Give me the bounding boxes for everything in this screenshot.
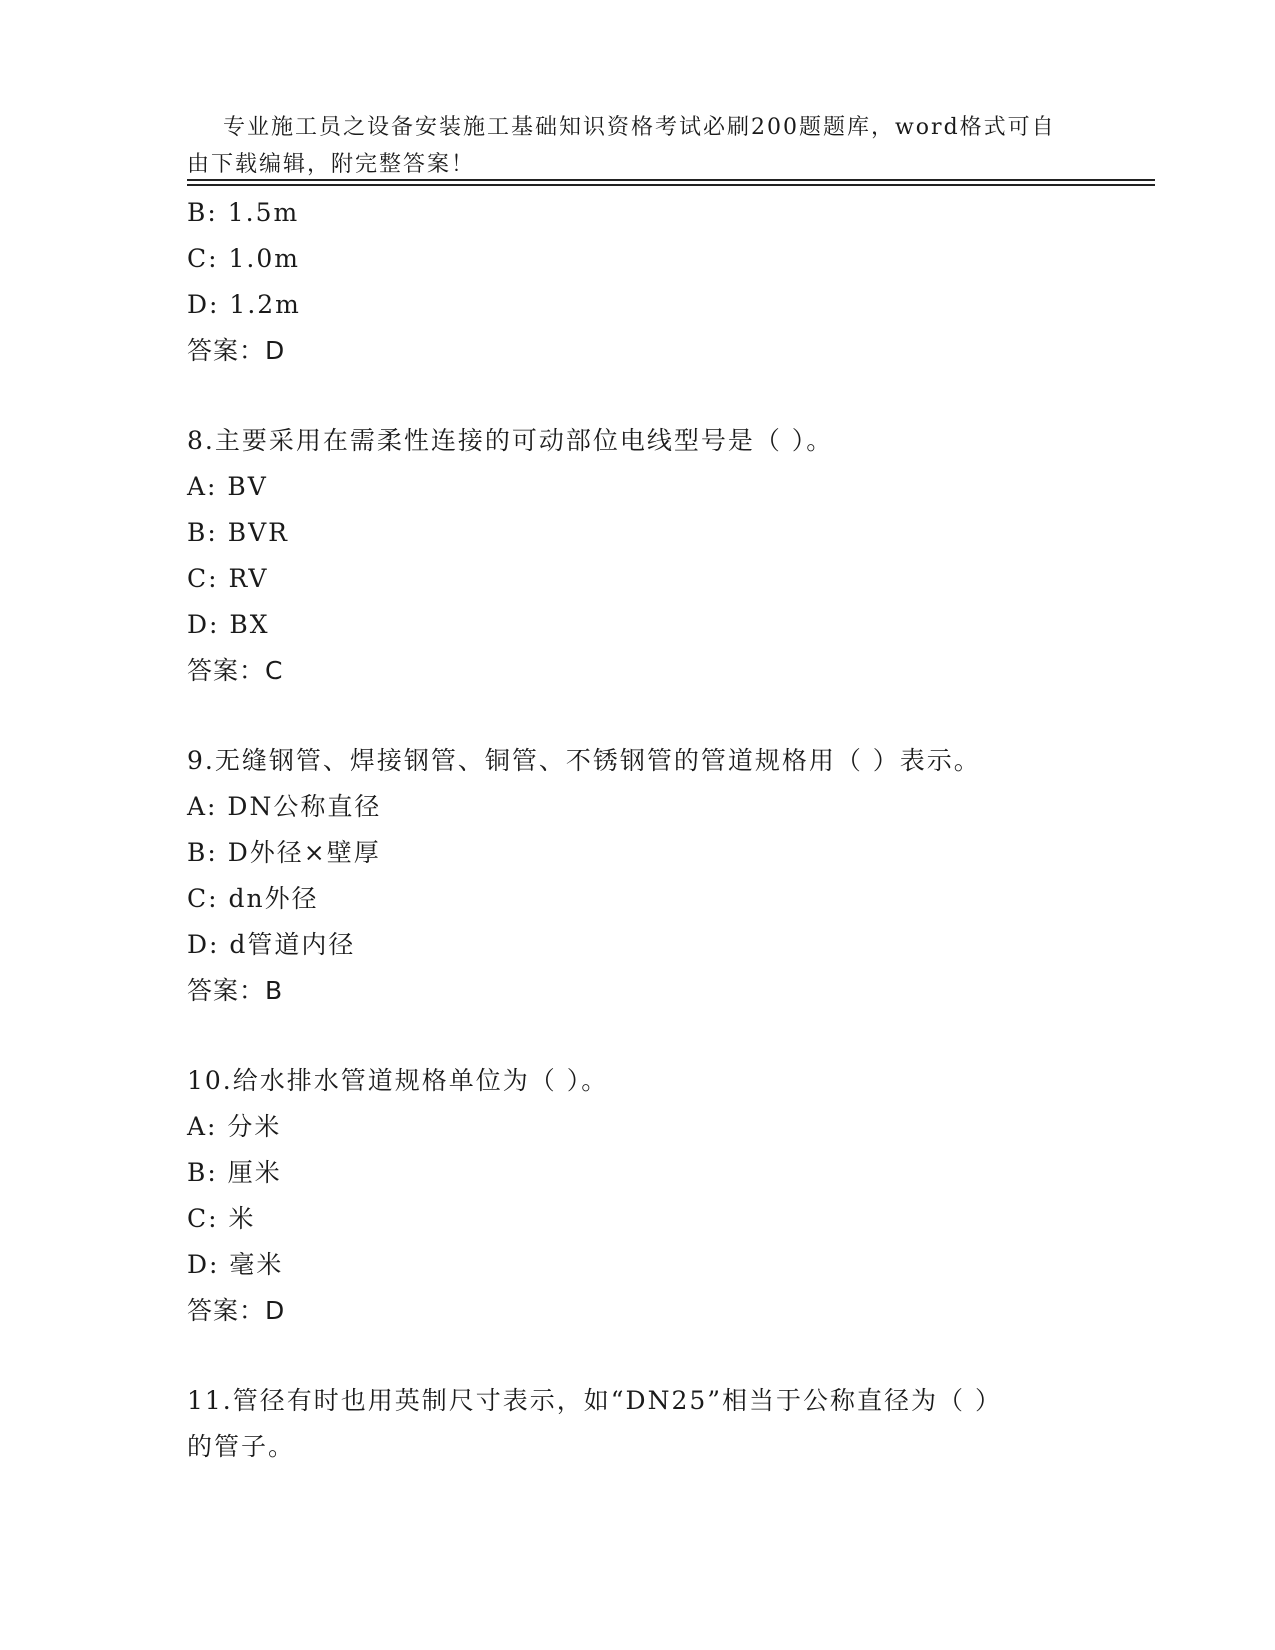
spacer	[187, 1334, 1087, 1378]
option-c: C: 米	[187, 1204, 256, 1233]
option-d: D: 毫米	[187, 1250, 284, 1279]
option-d: D: d管道内径	[187, 930, 356, 959]
question-block-8	[187, 418, 1087, 694]
answer-line: 答案：D	[187, 336, 286, 365]
question-text: 8.主要采用在需柔性连接的可动部位电线型号是（ ）。	[187, 426, 834, 455]
header-title: 专业施工员之设备安装施工基础知识资格考试必刷200题题库，word格式可自由下载编辑，附完整答案！	[187, 115, 1056, 177]
question-text: 10.给水排水管道规格单位为（ ）。	[187, 1066, 609, 1095]
option-d: D: 1.2m	[187, 290, 301, 319]
question-block-9	[187, 738, 1087, 1014]
option-a: A: DN公称直径	[187, 792, 382, 821]
option-b: B: 1.5m	[187, 198, 300, 227]
answer-line: 答案：D	[187, 1296, 286, 1325]
header-divider-bottom	[187, 184, 1155, 186]
option-d: D: BX	[187, 610, 270, 639]
option-c: C: 1.0m	[187, 244, 300, 273]
question-text-line-2: 的管子。	[187, 1432, 296, 1461]
answer-line: 答案：B	[187, 976, 284, 1005]
question-block-11	[187, 1378, 1087, 1470]
question-text: 9.无缝钢管、焊接钢管、铜管、不锈钢管的管道规格用（ ）表示。	[187, 746, 981, 775]
option-c: C: dn外径	[187, 884, 319, 913]
question-list	[187, 190, 1087, 1470]
spacer	[187, 374, 1087, 418]
option-b: B: 厘米	[187, 1158, 282, 1187]
option-b: B: BVR	[187, 518, 289, 547]
option-b: B: D外径×壁厚	[187, 838, 381, 867]
header-divider-top	[187, 179, 1155, 181]
option-a: A: 分米	[187, 1112, 282, 1141]
question-block-7	[187, 190, 1087, 374]
option-c: C: RV	[187, 564, 269, 593]
answer-line: 答案：C	[187, 656, 284, 685]
question-block-10	[187, 1058, 1087, 1334]
option-a: A: BV	[187, 472, 268, 501]
spacer	[187, 694, 1087, 738]
spacer	[187, 1014, 1087, 1058]
question-text-line-1: 11.管径有时也用英制尺寸表示，如“DN25”相当于公称直径为（ ）	[187, 1386, 1002, 1415]
